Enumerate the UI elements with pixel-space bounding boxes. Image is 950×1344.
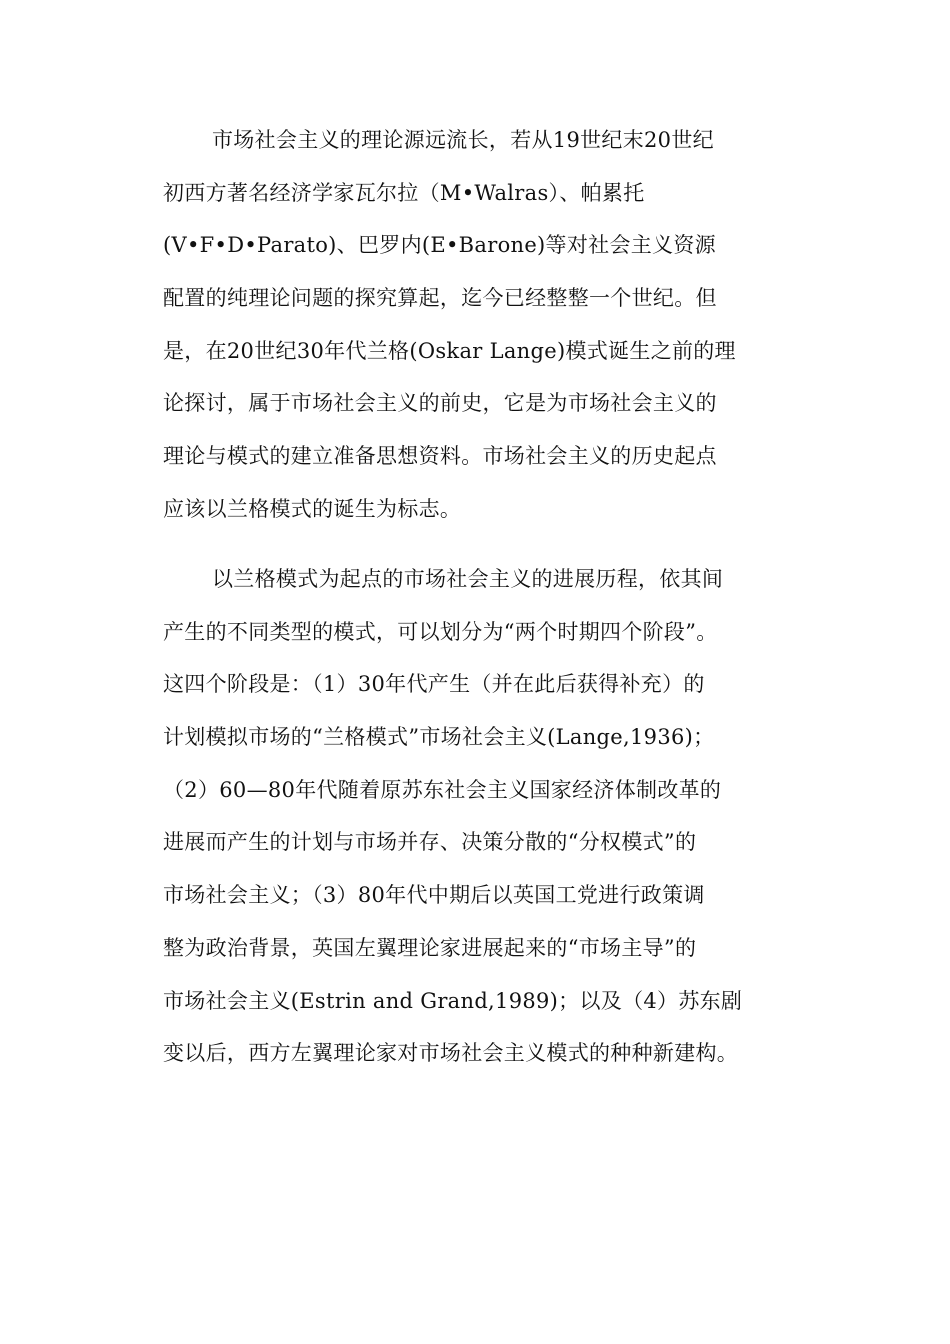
- text-line: (V•F•D•Parato)、巴罗内(E•Barone)等对社会主义资源: [163, 233, 716, 258]
- text-line: 产生的不同类型的模式，可以划分为“两个时期四个阶段”。: [163, 619, 718, 644]
- paragraph-1: [163, 114, 793, 536]
- paragraph-2: [163, 553, 793, 1080]
- text-line: 进展而产生的计划与市场并存、决策分散的“分权模式”的: [163, 830, 697, 855]
- text-line: 是，在20世纪30年代兰格(Oskar Lange)模式诞生之前的理: [163, 338, 736, 363]
- text-line: 配置的纯理论问题的探究算起，迄今已经整整一个世纪。但: [163, 286, 717, 311]
- text-line: 论探讨，属于市场社会主义的前史，它是为市场社会主义的: [163, 391, 717, 416]
- text-line: 市场社会主义的理论源远流长，若从19世纪末20世纪: [212, 128, 714, 152]
- text-line: 变以后，西方左翼理论家对市场社会主义模式的种种新建构。: [163, 1041, 739, 1066]
- text-line: 初西方著名经济学家瓦尔拉（M•Walras）、帕累托: [163, 180, 645, 205]
- text-line: 计划模拟市场的“兰格模式”市场社会主义(Lange,1936)；: [163, 725, 715, 750]
- text-line: 市场社会主义(Estrin and Grand,1989)；以及（4）苏东剧: [163, 988, 743, 1013]
- text-line: 市场社会主义；（3）80年代中期后以英国工党进行政策调: [163, 883, 705, 908]
- text-line: 理论与模式的建立准备思想资料。市场社会主义的历史起点: [163, 444, 717, 469]
- text-line: （2）60—80年代随着原苏东社会主义国家经济体制改革的: [163, 777, 722, 802]
- text-line: 以兰格模式为起点的市场社会主义的进展历程，依其间: [212, 567, 724, 591]
- text-line: 这四个阶段是：（1）30年代产生（并在此后获得补充）的: [163, 672, 705, 697]
- text-line: 整为政治背景，英国左翼理论家进展起来的“市场主导”的: [163, 935, 697, 960]
- text-line: 应该以兰格模式的诞生为标志。: [163, 496, 462, 521]
